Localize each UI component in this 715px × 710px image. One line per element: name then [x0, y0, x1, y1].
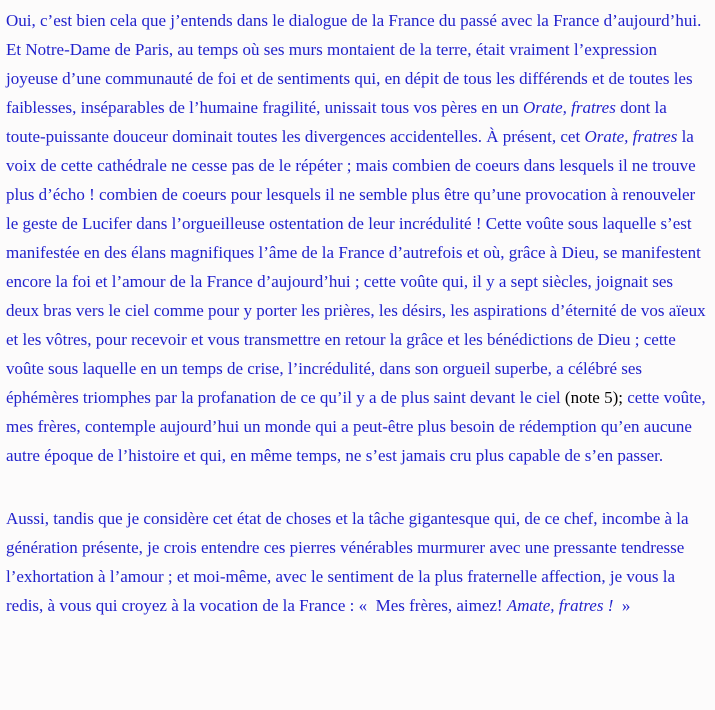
text-run-normal: la voix de cette cathédrale ne cesse pas de le répéter ; mais combien de coeurs dans lesquels il ne trouve plus d’écho ! combien de coeurs pour lesquels il ne semble plus être qu’une provocation à renouveler le geste de Lucifer dans l’orgueilleuse ostentation de leur incrédulité ! Cette voûte sous laquelle s’est manifestée en des élans magnifiques l’âme de la France d’autrefois et où, grâce à Dieu, se manifestent encore la foi et l’amour de la France d’aujourd’hui ; cette voûte qui, il y a sept siècles, joignait ses deux bras vers le ciel comme pour y porter les prières, les désirs, les aspirations d’éternité de vos aïeux et les vôtres, pour recevoir et vous transmettre en retour la grâce et les bénédictions de Dieu ; cette voûte sous laquelle en un temps de crise, l’incrédulité, dans son orgueil superbe, a célébré ses éphémères triomphes par la profanation de ce qu’il y a de plus saint devant le ciel [6, 127, 710, 407]
text-run-normal: Aussi, tandis que je considère cet état de choses et la tâche gigantesque qui, de ce chef, incombe à la génération présente, je crois entendre ces pierres vénérables murmurer avec une pressante tendresse l’exhortation à l’amour ; et moi-même, avec le sentiment de la plus fraternelle affection, je vous la redis, à vous qui croyez à la vocation de la France : « Mes frères, aimez! [6, 509, 693, 615]
paragraph-2 [6, 504, 707, 620]
text-run-normal: Oui, c’est bien cela que j’entends dans le dialogue de la France du passé avec la France d’aujourd’hui. Et Notre-Dame de Paris, au temps où ses murs montaient de la terre, était vraiment l’expression joyeuse d’une communauté de foi et de sentiments qui, en dépit de tous les différends et de toutes les faiblesses, inséparables de l’humaine fragilité, unissait tous vos pères en un [6, 11, 706, 117]
text-run-normal: » [613, 596, 631, 615]
text-run-normal: dont la toute-puissante douceur dominait toutes les divergences accidentelles. À présent, cet [6, 98, 672, 146]
text-run-italic: Amate, fratres ! [506, 596, 614, 615]
text-run-normal: cette voûte, mes frères, contemple aujourd’hui un monde qui a peut-être plus besoin de rédemption qu’en aucune autre époque de l’histoire et qui, en même temps, ne s’est jamais cru plus capable de s’en passer. [6, 388, 710, 465]
paragraph-1 [6, 6, 710, 470]
text-run-italic: Orate, fratres [522, 98, 616, 117]
text-run-italic: Orate, fratres [584, 127, 678, 146]
text-run-black: (note 5); [564, 388, 623, 407]
